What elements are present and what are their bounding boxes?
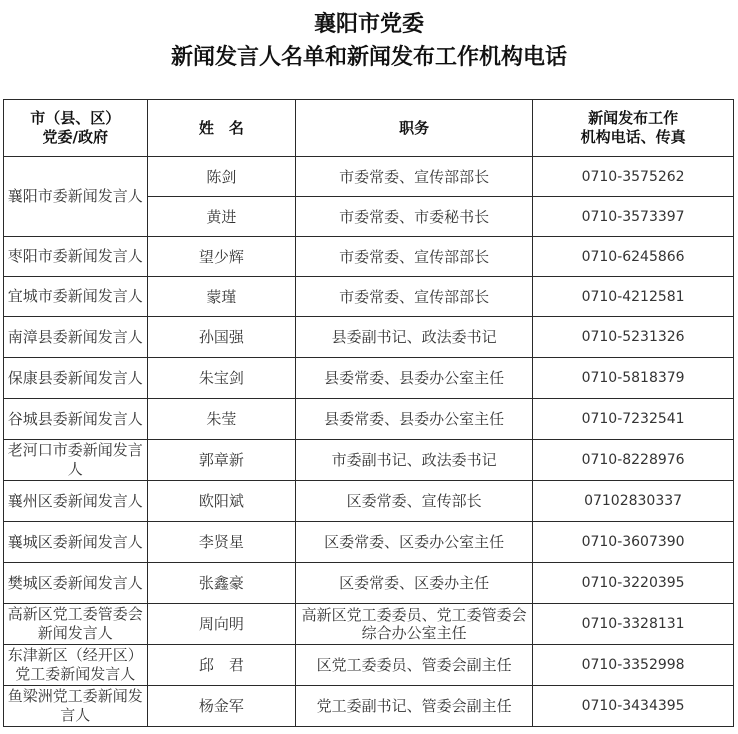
name-cell: 陈剑 xyxy=(147,157,296,197)
phone-cell: 0710-6245866 xyxy=(533,237,734,277)
phone-cell: 0710-5231326 xyxy=(533,317,734,358)
header-position: 职务 xyxy=(296,100,533,157)
table-row xyxy=(4,522,734,563)
document-title: 襄阳市党委 xyxy=(313,11,424,37)
table-header-row xyxy=(4,100,734,157)
unit-cell: 老河口市委新闻发言人 xyxy=(4,440,148,481)
name-cell: 欧阳斌 xyxy=(147,481,296,522)
table-row xyxy=(4,686,734,727)
name-cell: 孙国强 xyxy=(147,317,296,358)
phone-cell: 0710-3220395 xyxy=(533,563,734,604)
position-cell: 县委常委、县委办公室主任 xyxy=(296,358,533,399)
table-row xyxy=(4,237,734,277)
unit-cell: 樊城区委新闻发言人 xyxy=(4,563,148,604)
phone-cell: 0710-3607390 xyxy=(533,522,734,563)
phone-cell: 0710-4212581 xyxy=(533,277,734,317)
position-cell: 区委常委、区委办主任 xyxy=(296,563,533,604)
unit-cell: 枣阳市委新闻发言人 xyxy=(4,237,148,277)
name-cell: 李贤星 xyxy=(147,522,296,563)
name-cell: 邱 君 xyxy=(147,645,296,686)
position-cell: 区委常委、宣传部长 xyxy=(296,481,533,522)
phone-cell: 0710-3434395 xyxy=(533,686,734,727)
position-cell: 市委副书记、政法委书记 xyxy=(296,440,533,481)
position-cell: 高新区党工委委员、党工委管委会综合办公室主任 xyxy=(296,604,533,645)
table-row xyxy=(4,440,734,481)
phone-cell: 0710-3573397 xyxy=(533,197,734,237)
table-row xyxy=(4,399,734,440)
position-cell: 市委常委、宣传部部长 xyxy=(296,277,533,317)
position-cell: 区委常委、区委办公室主任 xyxy=(296,522,533,563)
position-cell: 党工委副书记、管委会副主任 xyxy=(296,686,533,727)
unit-cell: 鱼梁洲党工委新闻发言人 xyxy=(4,686,148,727)
name-cell: 郭章新 xyxy=(147,440,296,481)
table-row xyxy=(4,157,734,197)
position-cell: 市委常委、宣传部部长 xyxy=(296,157,533,197)
unit-cell: 宜城市委新闻发言人 xyxy=(4,277,148,317)
name-cell: 黄进 xyxy=(147,197,296,237)
table-row xyxy=(4,563,734,604)
name-cell: 杨金军 xyxy=(147,686,296,727)
unit-cell: 襄城区委新闻发言人 xyxy=(4,522,148,563)
phone-cell: 0710-3352998 xyxy=(533,645,734,686)
table-row xyxy=(4,358,734,399)
unit-cell: 东津新区（经开区）党工委新闻发言人 xyxy=(4,645,148,686)
phone-cell: 07102830337 xyxy=(533,481,734,522)
phone-cell: 0710-7232541 xyxy=(533,399,734,440)
phone-cell: 0710-3575262 xyxy=(533,157,734,197)
position-cell: 县委副书记、政法委书记 xyxy=(296,317,533,358)
unit-cell: 谷城县委新闻发言人 xyxy=(4,399,148,440)
table-row xyxy=(4,481,734,522)
table-row xyxy=(4,645,734,686)
name-cell: 朱莹 xyxy=(147,399,296,440)
position-cell: 县委常委、县委办公室主任 xyxy=(296,399,533,440)
phone-cell: 0710-3328131 xyxy=(533,604,734,645)
phone-cell: 0710-5818379 xyxy=(533,358,734,399)
header-phone-line2: 机构电话、传真 xyxy=(580,128,686,146)
position-cell: 区党工委委员、管委会副主任 xyxy=(296,645,533,686)
name-cell: 朱宝剑 xyxy=(147,358,296,399)
unit-cell: 南漳县委新闻发言人 xyxy=(4,317,148,358)
spokesperson-table xyxy=(3,99,734,727)
table-row xyxy=(4,317,734,358)
header-phone-line1: 新闻发布工作 xyxy=(588,109,679,127)
name-cell: 望少辉 xyxy=(147,237,296,277)
unit-cell: 襄州区委新闻发言人 xyxy=(4,481,148,522)
header-phone xyxy=(533,100,734,157)
phone-cell: 0710-8228976 xyxy=(533,440,734,481)
position-cell: 市委常委、宣传部部长 xyxy=(296,237,533,277)
header-name: 姓 名 xyxy=(147,100,296,157)
position-cell: 市委常委、市委秘书长 xyxy=(296,197,533,237)
header-unit-line1: 市（县、区） xyxy=(30,109,121,127)
unit-cell: 襄阳市委新闻发言人 xyxy=(4,157,148,237)
name-cell: 张鑫豪 xyxy=(147,563,296,604)
header-unit-line2: 党委/政府 xyxy=(42,128,109,146)
name-cell: 周向明 xyxy=(147,604,296,645)
name-cell: 蒙瑾 xyxy=(147,277,296,317)
unit-cell: 高新区党工委管委会新闻发言人 xyxy=(4,604,148,645)
table-row xyxy=(4,604,734,645)
unit-cell: 保康县委新闻发言人 xyxy=(4,358,148,399)
table-row xyxy=(4,277,734,317)
document-subtitle: 新闻发言人名单和新闻发布工作机构电话 xyxy=(170,44,567,70)
header-unit xyxy=(4,100,148,157)
